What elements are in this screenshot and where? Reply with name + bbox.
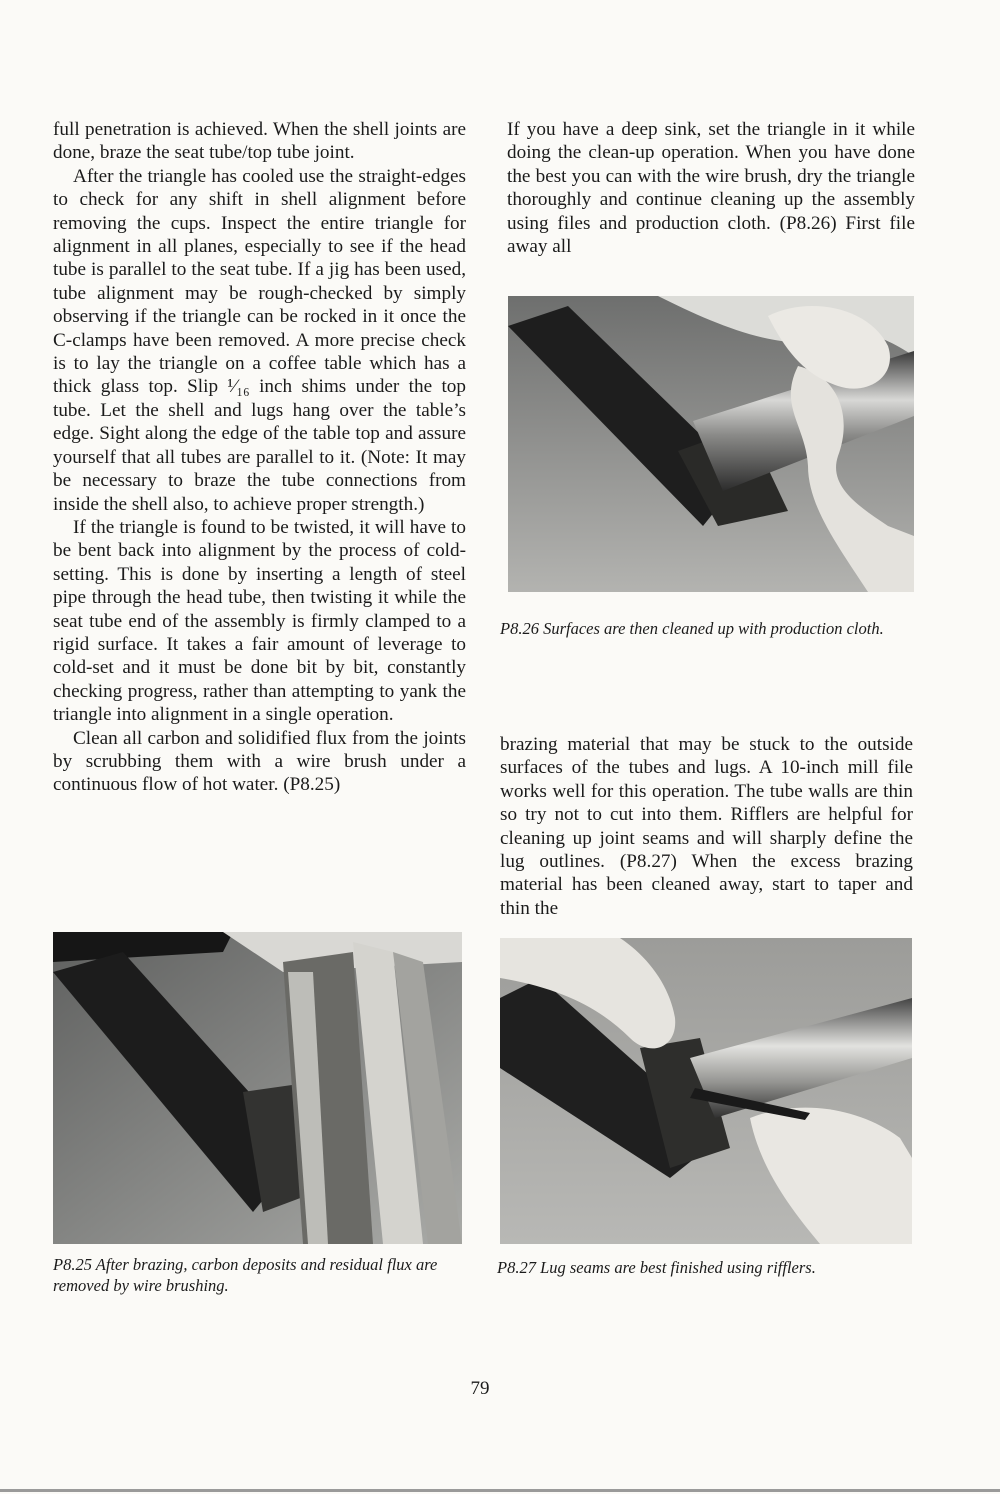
bottom-rule — [0, 1489, 1000, 1492]
paragraph: brazing material that may be stuck to the outside surfaces of the tubes and lugs. A 10-inch mill file works well for this operation. The tube walls are thin so try not to cut into them. Rifflers are helpful for cleaning up joint seams and will sharply define the lug outlines. (P8.27) When the excess brazing material has been cleaned away, start to taper and thin the — [500, 734, 913, 919]
right-column-bottom — [500, 733, 913, 920]
paragraph: Clean all carbon and solidified flux from the joints by scrubbing them with a wire brush under a continuous flow of hot water. (P8.25) — [53, 727, 466, 796]
right-column-top — [507, 118, 915, 258]
photo-wire-brushing — [53, 932, 462, 1244]
paragraph: If you have a deep sink, set the triangle in it while doing the clean-up operation. When you have done the best you can with the wire brush, dry the triangle thoroughly and continue cleaning up the assembly using files and production cloth. (P8.26) First file away all — [507, 119, 915, 258]
paragraph: If the triangle is found to be twisted, it will have to be bent back into alignment by the process of cold-setting. This is done by inserting a length of steel pipe through the head tube, then twisting it while the seat tube end of the assembly is firmly clamped to a rigid surface. It takes a fair amount of leverage to cold-set and it must be done bit by bit, constantly checking progress, rather than attempting to yank the triangle into alignment in a single operation. — [53, 516, 466, 726]
caption-p825: P8.25 After brazing, carbon deposits and residual flux are removed by wire brushing. — [53, 1255, 438, 1295]
left-column — [53, 118, 466, 797]
photo-production-cloth — [508, 296, 914, 592]
photo-rifflers — [500, 938, 912, 1244]
page-number: 79 — [470, 1378, 490, 1399]
caption-p826: P8.26 Surfaces are then cleaned up with production cloth. — [500, 619, 884, 638]
paragraph: full penetration is achieved. When the shell joints are done, braze the seat tube/top tube joint. — [53, 119, 466, 164]
paragraph: After the triangle has cooled use the straight-edges to check for any shift in shell alignment before removing the cups. Inspect the entire triangle for alignment in all planes, especially to see if the head tube is parallel to the seat tube. If a jig has been used, tube alignment may be rough-checked by simply observing if the triangle can be rocked in it once the C-clamps have been removed. A more precise check is to lay the triangle on a coffee table which has a thick glass top. Slip ¹⁄₁₆ inch shims under the top tube. Let the shell and lugs hang over the table’s edge. Sight along the edge of the table top and assure yourself that all tubes are parallel to it. (Note: It may be necessary to braze the tube connections from inside the shell also, to achieve proper strength.) — [53, 165, 466, 515]
caption-p827: P8.27 Lug seams are best finished using rifflers. — [497, 1258, 816, 1277]
